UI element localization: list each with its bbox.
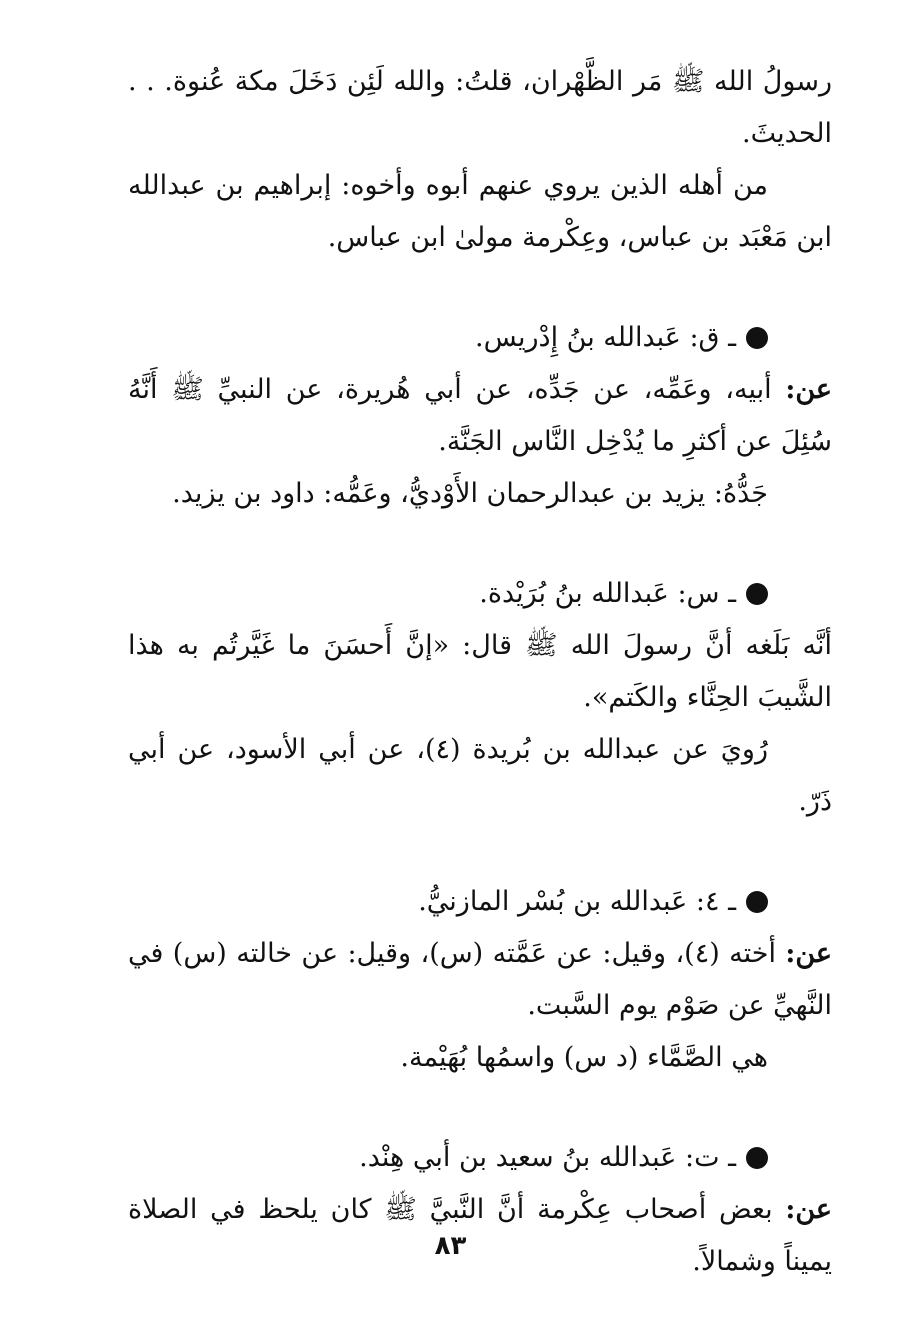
page-body — [128, 56, 832, 1288]
entry-narration: أنَّه بَلَغه أنَّ رسولَ الله ﷺ قال: «إنَّ أَحسَنَ ما غَيَّرتُم به هذا الشَّيبَ الحِنَّاء والكَتم». — [128, 630, 832, 713]
entry-abdullah-ibn-idris — [128, 312, 832, 520]
entry-heading — [128, 568, 832, 620]
entry-title: ـ س: عَبدالله بنُ بُرَيْدة. — [479, 578, 736, 609]
entry-heading — [128, 876, 832, 928]
narration-label: عن: — [785, 938, 832, 969]
spacer — [128, 264, 832, 312]
entry-note: رُويَ عن عبدالله بن بُريدة (٤)، عن أبي الأسود، عن أبي ذَرّ. — [128, 734, 832, 817]
bullet-icon — [746, 583, 768, 605]
narration-text: أخته (٤)، وقيل: عن عَمَّته (س)، وقيل: عن خالته (س) في النَّهيِّ عن صَوْم يوم السَّبت. — [128, 938, 832, 1021]
intro-family-paragraph: من أهله الذين يروي عنهم أبوه وأخوه: إبراهيم بن عبدالله ابن مَعْبَد بن عباس، وعِكْرمة مولىٰ ابن عباس. — [128, 170, 832, 253]
spacer — [128, 828, 832, 876]
bullet-icon — [746, 327, 768, 349]
narration-label: عن: — [785, 1194, 832, 1225]
entry-abdullah-ibn-buraydah — [128, 568, 832, 828]
spacer — [128, 1084, 832, 1132]
entry-abdullah-ibn-busr — [128, 876, 832, 1084]
narration-text: بعض أصحاب عِكْرمة أنَّ النَّبيَّ ﷺ كان يلحظ في الصلاة يميناً وشمالاً. — [128, 1194, 832, 1277]
bullet-icon — [746, 891, 768, 913]
entry-heading — [128, 312, 832, 364]
bullet-icon — [746, 1147, 768, 1169]
entry-title: ـ ت: عَبدالله بنُ سعيد بن أبي هِنْد. — [359, 1142, 736, 1173]
narration-label: عن: — [785, 374, 832, 405]
entry-heading — [128, 1132, 832, 1184]
entry-title: ـ ٤: عَبدالله بن بُسْر المازنيُّ. — [418, 886, 736, 917]
spacer — [128, 520, 832, 568]
intro-paragraph: رسولُ الله ﷺ مَر الظَّهْران، قلتُ: والله لَئِن دَخَلَ مكة عُنوة. . . الحديثَ. — [128, 66, 832, 149]
entry-title: ـ ق: عَبدالله بنُ إِدْريس. — [474, 322, 736, 353]
entry-note: جَدُّهُ: يزيد بن عبدالرحمان الأَوْديُّ، وعَمُّه: داود بن يزيد. — [172, 478, 768, 509]
entry-narration — [128, 928, 832, 1032]
narration-text: أبيه، وعَمِّه، عن جَدِّه، عن أبي هُريرة، عن النبيِّ ﷺ أَنَّهُ سُئِلَ عن أكثرِ ما يُدْخِل النَّاس الجَنَّة. — [128, 374, 832, 457]
entry-note: هي الصَّمَّاء (د س) واسمُها بُهَيْمة. — [400, 1042, 768, 1073]
page-number: ٨٣ — [434, 1231, 467, 1261]
entry-narration — [128, 364, 832, 468]
